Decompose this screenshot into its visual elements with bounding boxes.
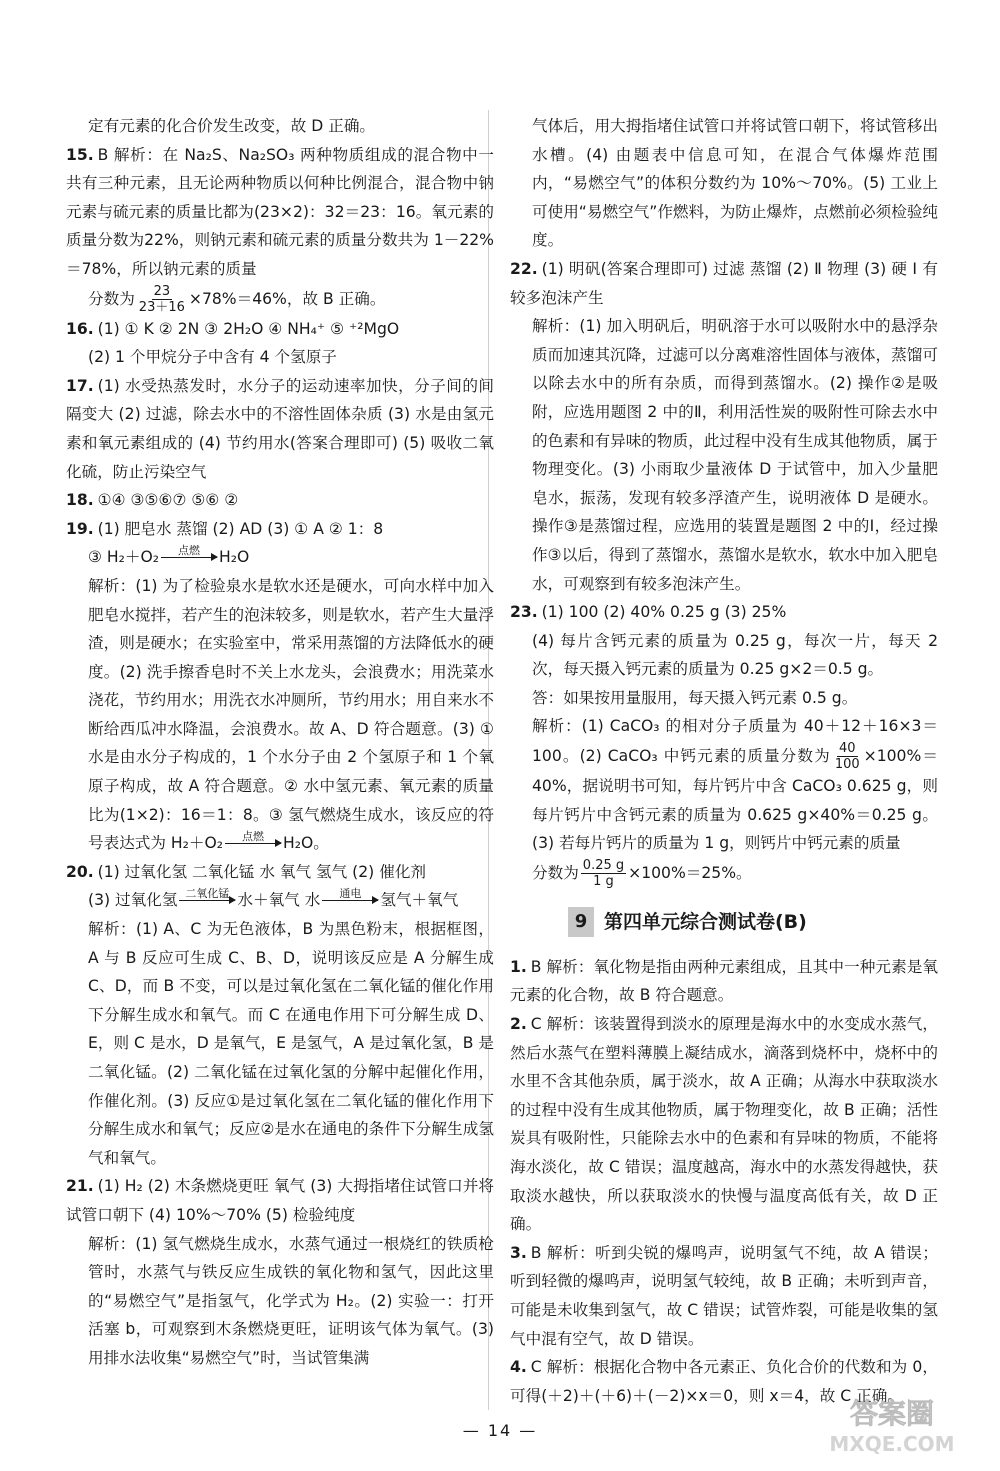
answer-19: 19. (1) 肥皂水 蒸馏 (2) AD (3) ① A ② 1：8 ③ H₂＋O₂ 点燃 H₂O 解析：(1) 为了检验泉水是软水还是硬水，可向水样中加入肥皂水搅拌，若产生的泡沫较多，则是软水，若产生大量浮渣，则是硬水；在实验室中，常采用蒸馏的方法降低水的硬度。(2) 洗手擦香皂时不关上水龙头，会浪费水；用洗菜水浇花，节约用水；用洗衣水冲厕所，节约用水；用自来水不断给西瓜冲水降温，会浪费水。故 A、D 符合题意。(3) ① 水是由水分子构成的，1 个水分子由 2 个氢原子和 1 个氧原子构成，故 A 符合题意。② 水中氢元素、氧元素的质量比为(1×2)：16＝1：8。③ 氢气燃烧生成水，该反应的符号表达式为 H₂＋O₂ 点燃 H₂O。 — [66, 515, 494, 858]
right-column — [510, 112, 938, 1410]
answer-b1: 1. B 解析：氧化物是指由两种元素组成，且其中一种元素是氧元素的化合物，故 B 符合题意。 — [510, 957, 938, 1005]
reaction-arrow: 二氧化锰 — [179, 888, 235, 913]
reaction-arrow: 通电 — [322, 888, 378, 913]
watermark-title: 答案圈 — [849, 1397, 935, 1430]
answer-20: 20. (1) 过氧化氢 二氧化锰 水 氧气 氢气 (2) 催化剂 (3) 过氧化氢 二氧化锰 水＋氧气 水 通电 氢气＋氧气 解析：(1) A、C 为无色液体，B 为黑色粉末，根据框图，A 与 B 反应可生成 C、B、D，说明该反应是 A 分解生成 C、D，而 B 不变，可以是过氧化氢在二氧化锰的催化作用下分解生成水和氧气。而 C 在通电作用下可分解生成 D、E，则 C 是水，D 是氧气，E 是氢气，A 是过氧化氢，B 是二氧化锰。(2) 二氧化锰在过氧化氢的分解中起催化作用，作催化剂。(3) 反应①是过氧化氢在二氧化锰的催化作用下分解生成水和氧气；反应②是水在通电的条件下分解生成氢气和氧气。 — [66, 862, 494, 1167]
answer-text: B 解析：在 Na₂S、Na₂SO₃ 两种物质组成的混合物中一共有三种元素，且无论两种物质以何种比例混合，混合物中钠元素与硫元素的质量比都为(23×2)：32＝23：16。氧元素的质量分数为22%，则钠元素和硫元素的质量分数共为 1－22%＝78%，所以钠元素的质量 — [66, 145, 494, 278]
answer-b4: 4. C 解析：根据化合物中各元素正、负化合价的代数和为 0，可得(＋2)＋(＋6)＋(－2)×x＝0，则 x＝4，故 C 正确。 — [510, 1358, 938, 1405]
reaction-arrow: 点燃 — [161, 545, 217, 570]
reaction-arrow: 点燃 — [225, 831, 281, 856]
answer-21: 21. (1) H₂ (2) 木条燃烧更旺 氧气 (3) 大拇指堵住试管口并将试管口朝下 (4) 10%～70% (5) 检验纯度 解析：(1) 氢气燃烧生成水，水蒸气通过一根烧红的铁质枪管时，水蒸气与铁反应生成铁的氧化物和氢气，因此这里的“易燃空气”是指氢气，化学式为 H₂。(2) 实验一：打开活塞 b，可观察到木条燃烧更旺，证明该气体为氧气。(3) 用排水法收集“易燃空气”时，当试管集满 — [66, 1177, 494, 1367]
answer-17: 17. (1) 水受热蒸发时，水分子的运动速率加快，分子间的间隔变大 (2) 过滤，除去水中的不溶性固体杂质 (3) 水是由氢元素和氧元素组成的 (4) 节约用水(答案合理即可) (5) 吸收二氧化硫，防止污染空气 — [66, 376, 494, 481]
section-number: 9 — [568, 907, 594, 937]
section-header — [568, 907, 938, 937]
fraction: $\frac{40}{100}$ — [834, 741, 860, 773]
answer-18: 18. ①④ ③⑤⑥⑦ ⑤⑥ ② — [66, 491, 239, 510]
answer-22: 22. (1) 明矾(答案合理即可) 过滤 蒸馏 (2) Ⅱ 物理 (3) 硬 Ⅰ 有较多泡沫产生 解析：(1) 加入明矾后，明矾溶于水可以吸附水中的悬浮杂质而加速其沉降，过滤可以分离难溶性固体与液体，蒸馏可以除去水中的所有杂质，而得到蒸馏水。(2) 操作②是吸附，应选用题图 2 中的Ⅱ，利用活性炭的吸附性可除去水中的色素和有异味的物质，此过程中没有生成其他物质，属于物理变化。(3) 小雨取少量液体 D 于试管中，加入少量肥皂水，振荡，发现有较多浮渣产生，说明液体 D 是硬水。操作③是蒸馏过程，应选用的装置是题图 2 中的Ⅰ，经过操作③以后，得到了蒸馏水，蒸馏水是软水，软水中加入肥皂水，可观察到有较多泡沫产生。 — [510, 259, 938, 593]
answer-number: 15. — [66, 145, 94, 164]
answer-15: 15. B 解析：在 Na₂S、Na₂SO₃ 两种物质组成的混合物中一共有三种元素，且无论两种物质以何种比例混合，混合物中钠元素与硫元素的质量比都为(23×2)：32＝23：16。氧元素的质量分数为22%，则钠元素和硫元素的质量分数共为 1－22%＝78%，所以钠元素的质量 分数为 $\frac{23}{23+16}$ ×78%＝46%，故 B 正确。 — [66, 145, 494, 315]
answer-b2: 2. C 解析：该装置得到淡水的原理是海水中的水变成水蒸气，然后水蒸气在塑料薄膜上凝结成水，滴落到烧杯中，烧杯中的水里不含其他杂质，属于淡水，故 A 正确；从海水中获取淡水的过程中没有生成其他物质，属于物理变化，故 B 正确；活性炭具有吸附性，只能除去水中的色素和有异味的物质，不能将海水淡化，故 C 错误；温度越高，海水中的水蒸发得越快，获取淡水越快，所以获取淡水的快慢与温度高低有关，故 D 正确。 — [510, 1015, 938, 1234]
watermark-url: MXQE.COM — [829, 1432, 955, 1456]
continuation-line: 定有元素的化合价发生改变，故 D 正确。 — [88, 117, 376, 135]
fraction: $\frac{0.25 g}{1 g}$ — [582, 857, 625, 889]
section-title: 第四单元综合测试卷(B) — [604, 910, 807, 933]
page-number: — 14 — — [462, 1421, 538, 1440]
left-column — [66, 112, 494, 1373]
answer-21-continued: 气体后，用大拇指堵住试管口并将试管口朝下，将试管移出水槽。(4) 由题表中信息可知，在混合气体爆炸范围内，“易燃空气”的体积分数约为 10%～70%。(5) 工业上可使用“易燃空气”作燃料，为防止爆炸，点燃前必须检验纯度。 — [532, 117, 939, 250]
fraction: $\frac{23}{23+16}$ — [138, 283, 185, 315]
watermark-logo — [812, 1391, 972, 1461]
answer-23: 23. (1) 100 (2) 40% 0.25 g (3) 25% (4) 每片含钙元素的质量为 0.25 g，每次一片，每天 2 次，每天摄入钙元素的质量为 0.25 g×2＝0.5 g。 答：如果按用量服用，每天摄入钙元素 0.5 g。 解析：(1) CaCO₃ 的相对分子质量为 40＋12＋16×3＝100。(2) CaCO₃ 中钙元素的质量分数为 $\frac{40}{100}$ ×100%＝40%，据说明书可知，每片钙片中含 CaCO₃ 0.625 g，则每片钙片中含钙元素的质量为 0.625 g×40%＝0.25 g。(3) 若每片钙片的质量为 1 g，则钙片中钙元素的质量 分数为 $\frac{0.25 g}{1 g}$ ×100%＝25%。 — [510, 603, 938, 889]
answer-b3: 3. B 解析：听到尖锐的爆鸣声，说明氢气不纯，故 A 错误；听到轻微的爆鸣声，说明氢气较纯，故 B 正确；未听到声音，可能是未收集到氢气，故 C 错误；试管炸裂，可能是收集的氢气中混有空气，故 D 错误。 — [510, 1243, 938, 1348]
answer-16: 16. (1) ① K ② 2N ③ 2H₂O ④ NH₄⁺ ⑤ ⁺²MgO (2) 1 个甲烷分子中含有 4 个氢原子 — [66, 319, 400, 367]
